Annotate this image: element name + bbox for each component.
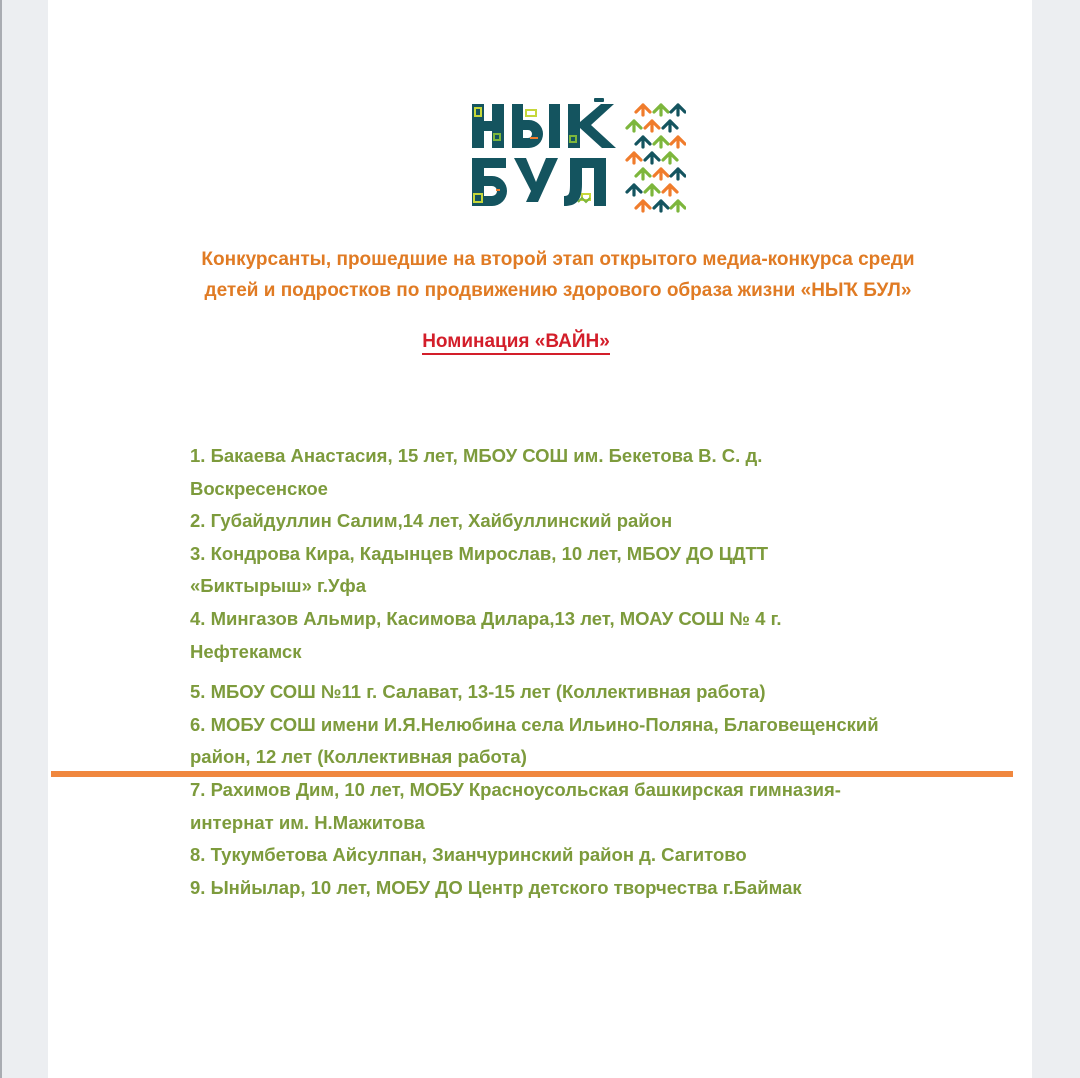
list-item xyxy=(190,872,980,905)
list-item xyxy=(190,774,980,839)
document-page xyxy=(48,0,1032,1078)
nyk-bul-logo xyxy=(470,98,686,214)
nomination-label: Номинация «ВАЙН» xyxy=(422,331,610,355)
heading-line-2: детей и подростков по продвижению здорового образа жизни «НЫҠ БУЛ» xyxy=(204,280,912,301)
viewer-left-edge xyxy=(0,0,2,1078)
section-divider xyxy=(51,771,1013,777)
list-item-line: район, 12 лет (Коллективная работа) xyxy=(190,746,527,768)
list-item-line: «Биктырыш» г.Уфа xyxy=(190,575,367,597)
list-item-line: 3. Кондрова Кира, Кадынцев Мирослав, 10 лет, МБОУ ДО ЦДТТ xyxy=(190,542,769,564)
list-item-line: 4. Мингазов Альмир, Касимова Дилара,13 лет, МОАУ СОШ № 4 г. xyxy=(190,607,782,629)
nomination-title xyxy=(0,328,1032,356)
list-item-line: 8. Тукумбетова Айсулпан, Зианчуринский район д. Сагитово xyxy=(190,844,747,866)
list-item xyxy=(190,676,980,709)
list-item-line: 5. МБОУ СОШ №11 г. Салават, 13-15 лет (Коллективная работа) xyxy=(190,681,766,703)
list-item xyxy=(190,505,980,538)
list-item-line: Нефтекамск xyxy=(190,640,302,662)
list-item xyxy=(190,839,980,872)
participants-list xyxy=(190,440,980,904)
list-item-line: 2. Губайдуллин Салим,14 лет, Хайбуллинский район xyxy=(190,510,673,532)
list-item xyxy=(190,440,980,505)
list-item-line: Воскресенское xyxy=(190,477,328,499)
list-item xyxy=(190,709,980,774)
list-item xyxy=(190,603,980,668)
list-item-line: интернат им. Н.Мажитова xyxy=(190,811,425,833)
list-item xyxy=(190,538,980,603)
list-item-line: 9. Ынйылар, 10 лет, МОБУ ДО Центр детского творчества г.Баймак xyxy=(190,876,802,898)
list-item-line: 1. Бакаева Анастасия, 15 лет, МБОУ СОШ им. Бекетова В. С. д. xyxy=(190,445,763,466)
document-heading xyxy=(168,244,948,306)
list-item-line: 7. Рахимов Дим, 10 лет, МОБУ Красноусольская башкирская гимназия- xyxy=(190,778,841,800)
heading-line-1: Конкурсанты, прошедшие на второй этап открытого медиа-конкурса среди xyxy=(201,249,915,270)
list-item-line: 6. МОБУ СОШ имени И.Я.Нелюбина села Ильино-Поляна, Благовещенский xyxy=(190,713,879,735)
